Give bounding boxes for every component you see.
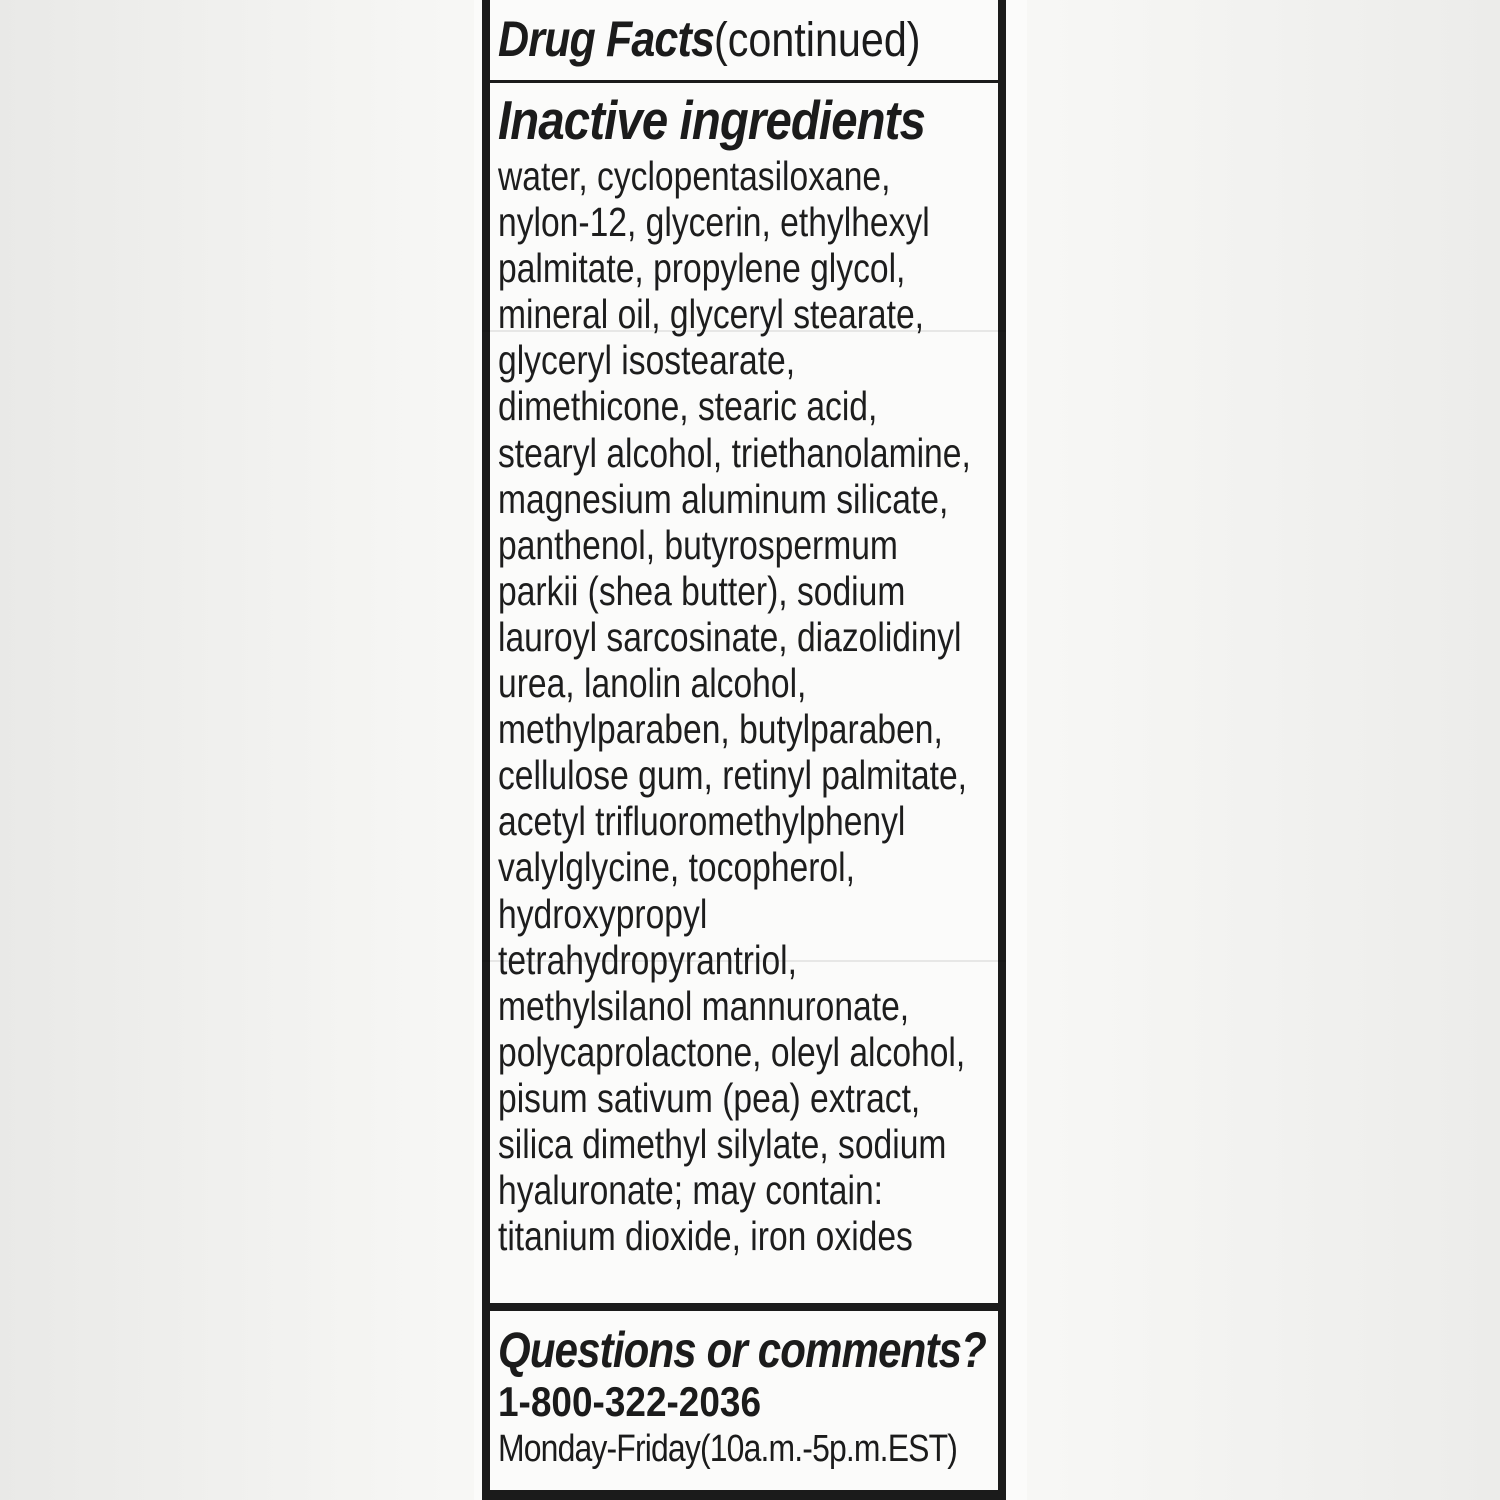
ingredient-line: polycaprolactone, oleyl alcohol, <box>498 1028 966 1075</box>
ingredient-line: acetyl trifluoromethylphenyl <box>498 798 906 845</box>
ingredient-line: methylsilanol mannuronate, <box>498 982 910 1029</box>
contact-hours: Monday-Friday(10a.m.-5p.m.EST) <box>498 1428 958 1470</box>
ingredient-line: hyaluronate; may contain: <box>498 1167 883 1214</box>
ingredient-line: parkii (shea butter), sodium <box>498 567 906 614</box>
ingredient-line: titanium dioxide, iron oxides <box>498 1213 913 1260</box>
ingredient-line: pisum sativum (pea) extract, <box>498 1074 921 1121</box>
ingredient-line: valylglycine, tocopherol, <box>498 844 855 891</box>
ingredient-line: dimethicone, stearic acid, <box>498 383 878 430</box>
ingredient-line: mineral oil, glyceryl stearate, <box>498 291 925 338</box>
phone-number: 1-800-322-2036 <box>498 1378 762 1425</box>
ingredient-line: methylparaben, butylparaben, <box>498 706 943 753</box>
ingredient-line: cellulose gum, retinyl palmitate, <box>498 752 968 799</box>
drug-facts-header <box>498 10 998 80</box>
ingredient-line: tetrahydropyrantriol, <box>498 936 797 983</box>
questions-title: Questions or comments? <box>498 1322 986 1378</box>
ingredient-line: lauroyl sarcosinate, diazolidinyl <box>498 613 962 660</box>
inactive-ingredients-title: Inactive ingredients <box>498 89 926 151</box>
ingredient-line: nylon-12, glycerin, ethylhexyl <box>498 199 930 246</box>
ingredient-line: water, cyclopentasiloxane, <box>498 153 891 199</box>
ingredient-line: silica dimethyl silylate, sodium <box>498 1120 947 1167</box>
continued-label: (continued) <box>713 14 921 67</box>
ingredient-line: panthenol, butyrospermum <box>498 521 898 568</box>
ingredient-line: urea, lanolin alcohol, <box>498 660 807 707</box>
ingredients-list <box>498 153 990 1259</box>
ingredient-line: hydroxypropyl <box>498 890 708 937</box>
ingredient-line: glyceryl isostearate, <box>498 337 796 384</box>
divider-top <box>490 80 998 83</box>
ingredient-line: magnesium aluminum silicate, <box>498 475 949 522</box>
drug-facts-title: Drug Facts <box>498 11 715 67</box>
ingredient-line: palmitate, propylene glycol, <box>498 245 906 292</box>
ingredient-line: stearyl alcohol, triethanolamine, <box>498 429 971 476</box>
divider-bottom <box>490 1303 998 1311</box>
